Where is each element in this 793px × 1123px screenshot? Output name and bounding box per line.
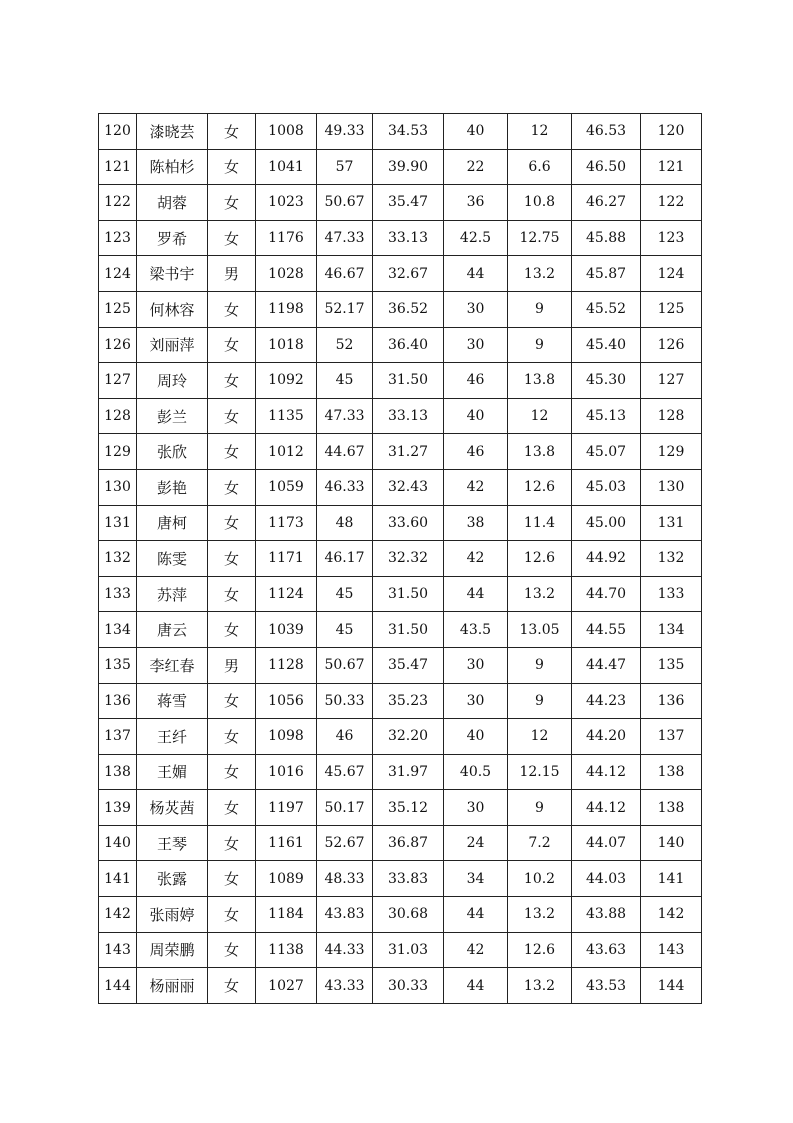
final-rank-cell: 138 <box>641 754 702 790</box>
gender-cell: 女 <box>208 149 256 185</box>
weighted-a-cell: 39.90 <box>373 149 444 185</box>
table-row <box>99 149 702 185</box>
gender-cell: 女 <box>208 612 256 648</box>
score-a-cell: 45 <box>317 576 373 612</box>
id-cell: 1171 <box>256 541 317 577</box>
rank-cell: 134 <box>99 612 137 648</box>
final-rank-cell: 120 <box>641 114 702 150</box>
score-a-cell: 46.33 <box>317 469 373 505</box>
gender-cell: 女 <box>208 576 256 612</box>
weighted-a-cell: 35.47 <box>373 185 444 221</box>
weighted-b-cell: 12 <box>508 719 572 755</box>
score-a-cell: 45 <box>317 363 373 399</box>
total-cell: 46.27 <box>572 185 641 221</box>
final-rank-cell: 133 <box>641 576 702 612</box>
rank-cell: 144 <box>99 968 137 1004</box>
weighted-a-cell: 31.50 <box>373 363 444 399</box>
name-cell: 梁书宇 <box>137 256 208 292</box>
weighted-b-cell: 10.2 <box>508 861 572 897</box>
rank-cell: 128 <box>99 398 137 434</box>
rank-cell: 140 <box>99 825 137 861</box>
weighted-b-cell: 12.6 <box>508 932 572 968</box>
total-cell: 46.53 <box>572 114 641 150</box>
total-cell: 45.30 <box>572 363 641 399</box>
weighted-a-cell: 33.13 <box>373 398 444 434</box>
weighted-a-cell: 32.20 <box>373 719 444 755</box>
weighted-b-cell: 9 <box>508 647 572 683</box>
weighted-a-cell: 32.43 <box>373 469 444 505</box>
rank-cell: 143 <box>99 932 137 968</box>
id-cell: 1016 <box>256 754 317 790</box>
final-rank-cell: 122 <box>641 185 702 221</box>
weighted-a-cell: 32.32 <box>373 541 444 577</box>
name-cell: 杨丽丽 <box>137 968 208 1004</box>
weighted-a-cell: 36.40 <box>373 327 444 363</box>
table-row <box>99 861 702 897</box>
gender-cell: 女 <box>208 469 256 505</box>
score-a-cell: 57 <box>317 149 373 185</box>
score-b-cell: 34 <box>444 861 508 897</box>
score-b-cell: 46 <box>444 434 508 470</box>
name-cell: 陈雯 <box>137 541 208 577</box>
final-rank-cell: 121 <box>641 149 702 185</box>
id-cell: 1059 <box>256 469 317 505</box>
id-cell: 1023 <box>256 185 317 221</box>
weighted-b-cell: 10.8 <box>508 185 572 221</box>
rank-cell: 126 <box>99 327 137 363</box>
score-b-cell: 46 <box>444 363 508 399</box>
weighted-a-cell: 35.23 <box>373 683 444 719</box>
name-cell: 王琴 <box>137 825 208 861</box>
id-cell: 1041 <box>256 149 317 185</box>
weighted-b-cell: 12.6 <box>508 541 572 577</box>
gender-cell: 女 <box>208 968 256 1004</box>
weighted-b-cell: 11.4 <box>508 505 572 541</box>
rank-cell: 129 <box>99 434 137 470</box>
weighted-b-cell: 12 <box>508 114 572 150</box>
final-rank-cell: 140 <box>641 825 702 861</box>
score-a-cell: 52.17 <box>317 291 373 327</box>
table-row <box>99 968 702 1004</box>
score-a-cell: 45 <box>317 612 373 648</box>
table-row <box>99 790 702 826</box>
score-b-cell: 36 <box>444 185 508 221</box>
score-b-cell: 40 <box>444 398 508 434</box>
weighted-b-cell: 13.2 <box>508 897 572 933</box>
score-a-cell: 43.83 <box>317 897 373 933</box>
final-rank-cell: 137 <box>641 719 702 755</box>
results-table <box>98 113 702 1004</box>
score-b-cell: 40 <box>444 114 508 150</box>
score-a-cell: 47.33 <box>317 220 373 256</box>
gender-cell: 男 <box>208 647 256 683</box>
final-rank-cell: 138 <box>641 790 702 826</box>
total-cell: 45.40 <box>572 327 641 363</box>
name-cell: 王纤 <box>137 719 208 755</box>
weighted-a-cell: 32.67 <box>373 256 444 292</box>
final-rank-cell: 124 <box>641 256 702 292</box>
total-cell: 44.70 <box>572 576 641 612</box>
name-cell: 何林容 <box>137 291 208 327</box>
gender-cell: 男 <box>208 256 256 292</box>
score-a-cell: 50.33 <box>317 683 373 719</box>
score-b-cell: 44 <box>444 576 508 612</box>
table-row <box>99 932 702 968</box>
weighted-a-cell: 31.50 <box>373 576 444 612</box>
weighted-b-cell: 6.6 <box>508 149 572 185</box>
rank-cell: 137 <box>99 719 137 755</box>
name-cell: 周荣鹏 <box>137 932 208 968</box>
table-row <box>99 114 702 150</box>
score-b-cell: 43.5 <box>444 612 508 648</box>
score-a-cell: 52 <box>317 327 373 363</box>
id-cell: 1176 <box>256 220 317 256</box>
score-a-cell: 46.17 <box>317 541 373 577</box>
score-a-cell: 49.33 <box>317 114 373 150</box>
table-row <box>99 647 702 683</box>
score-a-cell: 46.67 <box>317 256 373 292</box>
weighted-b-cell: 7.2 <box>508 825 572 861</box>
weighted-b-cell: 9 <box>508 683 572 719</box>
weighted-a-cell: 33.60 <box>373 505 444 541</box>
score-b-cell: 44 <box>444 897 508 933</box>
score-a-cell: 44.67 <box>317 434 373 470</box>
gender-cell: 女 <box>208 363 256 399</box>
id-cell: 1028 <box>256 256 317 292</box>
id-cell: 1124 <box>256 576 317 612</box>
score-a-cell: 48.33 <box>317 861 373 897</box>
id-cell: 1198 <box>256 291 317 327</box>
score-b-cell: 40.5 <box>444 754 508 790</box>
id-cell: 1128 <box>256 647 317 683</box>
weighted-a-cell: 31.03 <box>373 932 444 968</box>
final-rank-cell: 129 <box>641 434 702 470</box>
final-rank-cell: 135 <box>641 647 702 683</box>
table-row <box>99 469 702 505</box>
final-rank-cell: 136 <box>641 683 702 719</box>
weighted-b-cell: 13.05 <box>508 612 572 648</box>
id-cell: 1098 <box>256 719 317 755</box>
score-a-cell: 50.67 <box>317 185 373 221</box>
id-cell: 1184 <box>256 897 317 933</box>
score-b-cell: 44 <box>444 256 508 292</box>
total-cell: 45.03 <box>572 469 641 505</box>
rank-cell: 139 <box>99 790 137 826</box>
score-b-cell: 40 <box>444 719 508 755</box>
name-cell: 苏萍 <box>137 576 208 612</box>
table-row <box>99 825 702 861</box>
weighted-a-cell: 31.97 <box>373 754 444 790</box>
name-cell: 张欣 <box>137 434 208 470</box>
rank-cell: 133 <box>99 576 137 612</box>
total-cell: 45.87 <box>572 256 641 292</box>
total-cell: 44.12 <box>572 754 641 790</box>
weighted-a-cell: 30.33 <box>373 968 444 1004</box>
gender-cell: 女 <box>208 185 256 221</box>
rank-cell: 131 <box>99 505 137 541</box>
gender-cell: 女 <box>208 932 256 968</box>
weighted-a-cell: 33.13 <box>373 220 444 256</box>
score-a-cell: 46 <box>317 719 373 755</box>
score-b-cell: 30 <box>444 647 508 683</box>
table-row <box>99 256 702 292</box>
table-row <box>99 291 702 327</box>
total-cell: 44.03 <box>572 861 641 897</box>
score-b-cell: 42 <box>444 469 508 505</box>
score-a-cell: 47.33 <box>317 398 373 434</box>
total-cell: 45.13 <box>572 398 641 434</box>
table-body <box>99 114 702 1004</box>
weighted-b-cell: 9 <box>508 327 572 363</box>
score-b-cell: 30 <box>444 291 508 327</box>
total-cell: 44.47 <box>572 647 641 683</box>
weighted-b-cell: 13.2 <box>508 576 572 612</box>
final-rank-cell: 141 <box>641 861 702 897</box>
total-cell: 43.88 <box>572 897 641 933</box>
gender-cell: 女 <box>208 220 256 256</box>
rank-cell: 141 <box>99 861 137 897</box>
score-a-cell: 45.67 <box>317 754 373 790</box>
table-row <box>99 541 702 577</box>
score-a-cell: 50.17 <box>317 790 373 826</box>
gender-cell: 女 <box>208 683 256 719</box>
name-cell: 漆晓芸 <box>137 114 208 150</box>
table-row <box>99 683 702 719</box>
total-cell: 45.88 <box>572 220 641 256</box>
rank-cell: 136 <box>99 683 137 719</box>
id-cell: 1056 <box>256 683 317 719</box>
table-row <box>99 327 702 363</box>
final-rank-cell: 142 <box>641 897 702 933</box>
weighted-b-cell: 9 <box>508 790 572 826</box>
id-cell: 1092 <box>256 363 317 399</box>
rank-cell: 130 <box>99 469 137 505</box>
table-row <box>99 185 702 221</box>
final-rank-cell: 125 <box>641 291 702 327</box>
score-b-cell: 44 <box>444 968 508 1004</box>
score-a-cell: 50.67 <box>317 647 373 683</box>
weighted-a-cell: 34.53 <box>373 114 444 150</box>
table-row <box>99 220 702 256</box>
final-rank-cell: 134 <box>641 612 702 648</box>
final-rank-cell: 123 <box>641 220 702 256</box>
table-row <box>99 505 702 541</box>
score-b-cell: 30 <box>444 683 508 719</box>
weighted-a-cell: 35.12 <box>373 790 444 826</box>
name-cell: 陈柏杉 <box>137 149 208 185</box>
score-a-cell: 43.33 <box>317 968 373 1004</box>
total-cell: 44.55 <box>572 612 641 648</box>
rank-cell: 121 <box>99 149 137 185</box>
rank-cell: 135 <box>99 647 137 683</box>
table-row <box>99 754 702 790</box>
id-cell: 1008 <box>256 114 317 150</box>
final-rank-cell: 130 <box>641 469 702 505</box>
table-row <box>99 576 702 612</box>
name-cell: 胡蓉 <box>137 185 208 221</box>
table-row <box>99 398 702 434</box>
rank-cell: 122 <box>99 185 137 221</box>
total-cell: 46.50 <box>572 149 641 185</box>
name-cell: 杨炗茜 <box>137 790 208 826</box>
weighted-b-cell: 12 <box>508 398 572 434</box>
gender-cell: 女 <box>208 754 256 790</box>
total-cell: 45.07 <box>572 434 641 470</box>
table-row <box>99 434 702 470</box>
final-rank-cell: 131 <box>641 505 702 541</box>
score-b-cell: 22 <box>444 149 508 185</box>
total-cell: 44.12 <box>572 790 641 826</box>
id-cell: 1039 <box>256 612 317 648</box>
name-cell: 张露 <box>137 861 208 897</box>
id-cell: 1138 <box>256 932 317 968</box>
gender-cell: 女 <box>208 398 256 434</box>
weighted-a-cell: 36.52 <box>373 291 444 327</box>
name-cell: 张雨婷 <box>137 897 208 933</box>
score-b-cell: 42 <box>444 932 508 968</box>
gender-cell: 女 <box>208 825 256 861</box>
gender-cell: 女 <box>208 505 256 541</box>
final-rank-cell: 144 <box>641 968 702 1004</box>
name-cell: 唐柯 <box>137 505 208 541</box>
name-cell: 王媚 <box>137 754 208 790</box>
gender-cell: 女 <box>208 790 256 826</box>
total-cell: 44.07 <box>572 825 641 861</box>
weighted-a-cell: 36.87 <box>373 825 444 861</box>
weighted-a-cell: 31.27 <box>373 434 444 470</box>
total-cell: 44.92 <box>572 541 641 577</box>
total-cell: 44.20 <box>572 719 641 755</box>
table-row <box>99 897 702 933</box>
total-cell: 43.53 <box>572 968 641 1004</box>
weighted-b-cell: 13.2 <box>508 968 572 1004</box>
weighted-b-cell: 12.15 <box>508 754 572 790</box>
score-b-cell: 42 <box>444 541 508 577</box>
id-cell: 1027 <box>256 968 317 1004</box>
gender-cell: 女 <box>208 861 256 897</box>
weighted-a-cell: 35.47 <box>373 647 444 683</box>
table-row <box>99 719 702 755</box>
rank-cell: 124 <box>99 256 137 292</box>
weighted-b-cell: 13.8 <box>508 363 572 399</box>
table-row <box>99 612 702 648</box>
name-cell: 彭兰 <box>137 398 208 434</box>
gender-cell: 女 <box>208 719 256 755</box>
gender-cell: 女 <box>208 114 256 150</box>
weighted-a-cell: 30.68 <box>373 897 444 933</box>
weighted-b-cell: 12.6 <box>508 469 572 505</box>
score-b-cell: 38 <box>444 505 508 541</box>
name-cell: 刘丽萍 <box>137 327 208 363</box>
total-cell: 44.23 <box>572 683 641 719</box>
score-a-cell: 44.33 <box>317 932 373 968</box>
score-a-cell: 48 <box>317 505 373 541</box>
name-cell: 蒋雪 <box>137 683 208 719</box>
weighted-a-cell: 31.50 <box>373 612 444 648</box>
total-cell: 45.00 <box>572 505 641 541</box>
rank-cell: 120 <box>99 114 137 150</box>
table-row <box>99 363 702 399</box>
name-cell: 周玲 <box>137 363 208 399</box>
name-cell: 唐云 <box>137 612 208 648</box>
id-cell: 1161 <box>256 825 317 861</box>
final-rank-cell: 128 <box>641 398 702 434</box>
id-cell: 1173 <box>256 505 317 541</box>
score-b-cell: 24 <box>444 825 508 861</box>
id-cell: 1197 <box>256 790 317 826</box>
name-cell: 李红春 <box>137 647 208 683</box>
weighted-b-cell: 13.2 <box>508 256 572 292</box>
total-cell: 45.52 <box>572 291 641 327</box>
name-cell: 彭艳 <box>137 469 208 505</box>
final-rank-cell: 143 <box>641 932 702 968</box>
id-cell: 1135 <box>256 398 317 434</box>
score-b-cell: 42.5 <box>444 220 508 256</box>
rank-cell: 132 <box>99 541 137 577</box>
rank-cell: 138 <box>99 754 137 790</box>
id-cell: 1018 <box>256 327 317 363</box>
score-b-cell: 30 <box>444 327 508 363</box>
final-rank-cell: 127 <box>641 363 702 399</box>
final-rank-cell: 126 <box>641 327 702 363</box>
total-cell: 43.63 <box>572 932 641 968</box>
id-cell: 1089 <box>256 861 317 897</box>
gender-cell: 女 <box>208 434 256 470</box>
score-b-cell: 30 <box>444 790 508 826</box>
rank-cell: 142 <box>99 897 137 933</box>
gender-cell: 女 <box>208 291 256 327</box>
weighted-b-cell: 9 <box>508 291 572 327</box>
weighted-b-cell: 12.75 <box>508 220 572 256</box>
final-rank-cell: 132 <box>641 541 702 577</box>
score-a-cell: 52.67 <box>317 825 373 861</box>
gender-cell: 女 <box>208 327 256 363</box>
rank-cell: 127 <box>99 363 137 399</box>
weighted-b-cell: 13.8 <box>508 434 572 470</box>
gender-cell: 女 <box>208 541 256 577</box>
rank-cell: 123 <box>99 220 137 256</box>
rank-cell: 125 <box>99 291 137 327</box>
name-cell: 罗希 <box>137 220 208 256</box>
gender-cell: 女 <box>208 897 256 933</box>
weighted-a-cell: 33.83 <box>373 861 444 897</box>
id-cell: 1012 <box>256 434 317 470</box>
